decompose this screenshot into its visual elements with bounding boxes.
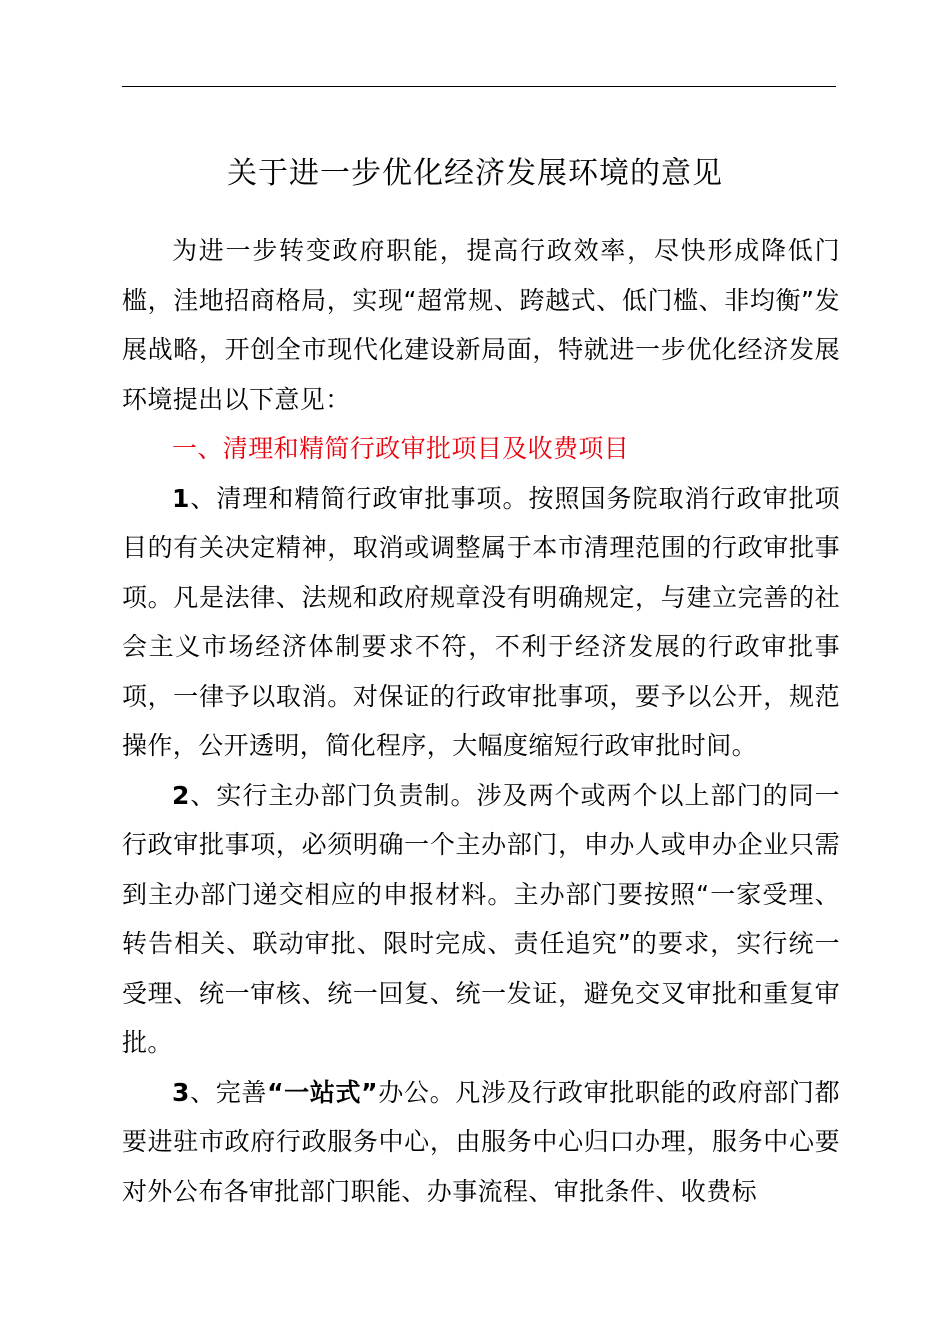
item-2-text: 、实行主办部门负责制。涉及两个或两个以上部门的同一行政审批事项，必须明确一个主办部门，申办人或申办企业只需到主办部门递交相应的申报材料。主办部门要按照“一家受理、转告相关、联动审批、限时完成、责任追究”的要求，实行统一受理、统一审核、统一回复、统一发证，避免交叉审批和重复审批。 xyxy=(122,780,840,1057)
item-3-text-a: 、完善 xyxy=(189,1077,268,1107)
item-3-quoted-term: “一站式” xyxy=(267,1077,378,1107)
item-1-text: 、清理和精简行政审批事项。按照国务院取消行政审批项目的有关决定精神，取消或调整属于本市清理范围的行政审批事项。凡是法律、法规和政府规章没有明确规定，与建立完善的社会主义市场经济体制要求不符，不利于经济发展的行政审批事项，一律予以取消。对保证的行政审批事项，要予以公开，规范操作，公开透明，简化程序，大幅度缩短行政审批时间。 xyxy=(122,483,840,760)
section-heading-1: 一、清理和精简行政审批项目及收费项目 xyxy=(172,434,630,463)
item-1-number: 1 xyxy=(172,483,190,513)
item-2-number: 2 xyxy=(172,780,190,810)
intro-paragraph: 为进一步转变政府职能，提高行政效率，尽快形成降低门槛，洼地招商格局，实现“超常规、跨越式、低门槛、非均衡”发展战略，开创全市现代化建设新局面，特就进一步优化经济发展环境提出以下意见： xyxy=(122,236,840,414)
item-3-paragraph xyxy=(122,1068,840,1217)
item-3-number: 3 xyxy=(172,1077,190,1107)
item-1-paragraph xyxy=(122,474,840,771)
document-body xyxy=(122,226,840,1216)
item-2-paragraph xyxy=(122,771,840,1068)
document-title: 关于进一步优化经济发展环境的意见 xyxy=(227,156,723,191)
header-rule xyxy=(122,86,836,87)
item-3-text-b: 办公。凡涉及行政审批职能的政府部门都要进驻市政府行政服务中心，由服务中心归口办理，服务中心要对外公布各审批部门职能、办事流程、审批条件、收费标 xyxy=(122,1077,840,1206)
